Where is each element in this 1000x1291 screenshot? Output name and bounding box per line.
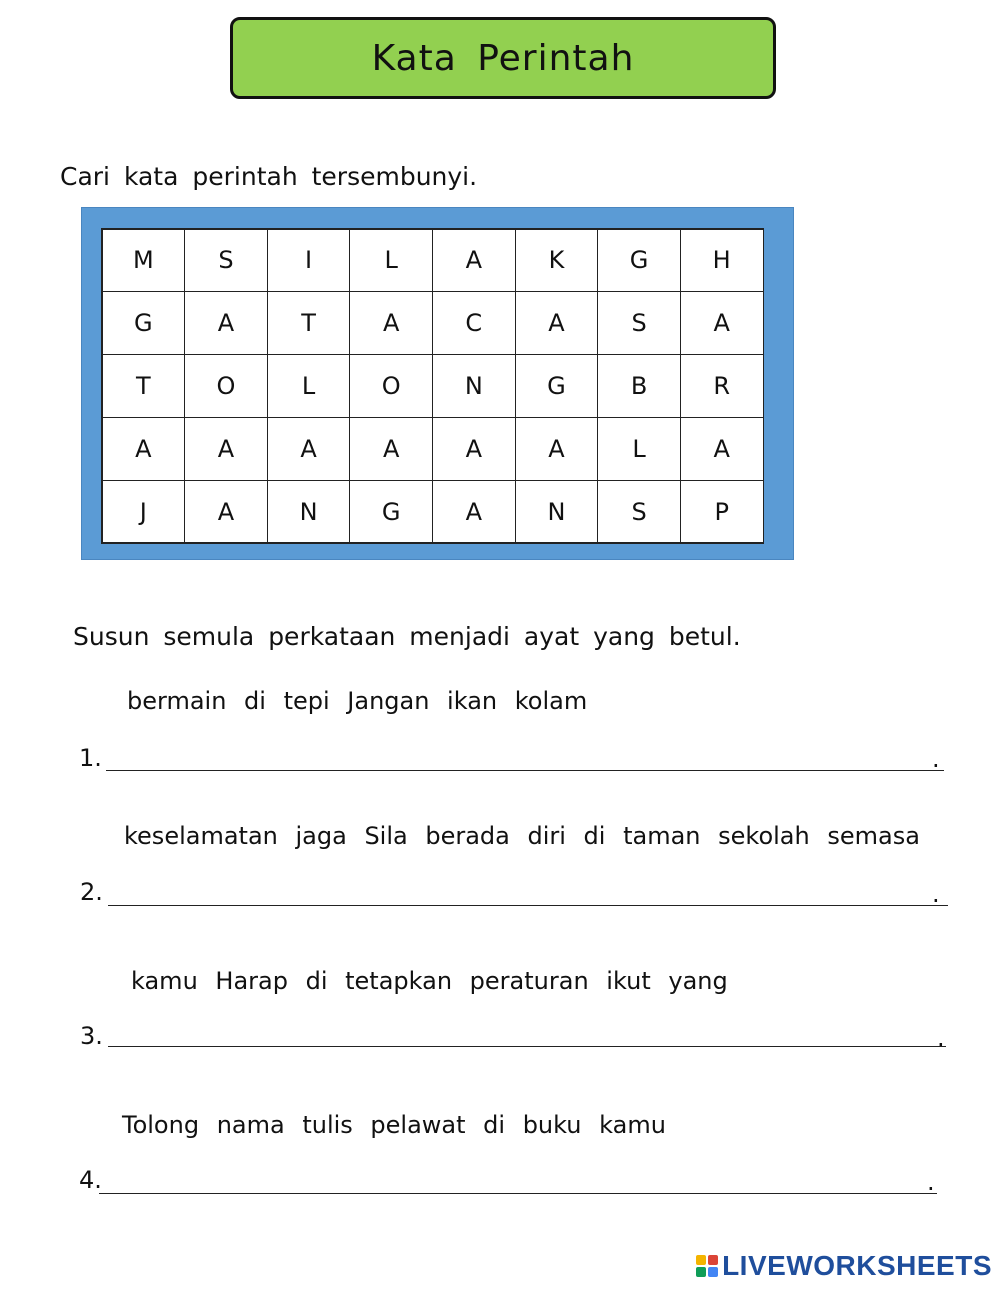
- grid-cell[interactable]: O: [349, 354, 433, 418]
- question-1-period: .: [932, 745, 940, 773]
- logo-square: [696, 1255, 706, 1265]
- grid-cell[interactable]: L: [267, 354, 351, 418]
- question-1-words: bermain di tepi Jangan ikan kolam: [127, 687, 588, 715]
- liveworksheets-logo: [696, 1250, 992, 1282]
- question-3-words: kamu Harap di tetapkan peraturan ikut yang: [131, 967, 728, 995]
- question-3-number: 3.: [80, 1022, 103, 1050]
- logo-square: [708, 1255, 718, 1265]
- grid-cell[interactable]: N: [267, 480, 351, 544]
- grid-cell[interactable]: A: [680, 417, 764, 481]
- grid-cell[interactable]: A: [432, 229, 516, 293]
- grid-cell[interactable]: A: [184, 417, 268, 481]
- question-4-words: Tolong nama tulis pelawat di buku kamu: [122, 1111, 666, 1139]
- grid-cell[interactable]: T: [102, 354, 186, 418]
- grid-cell[interactable]: N: [432, 354, 516, 418]
- grid-cell[interactable]: G: [597, 229, 681, 293]
- grid-cell[interactable]: A: [267, 417, 351, 481]
- title-banner: [230, 17, 776, 99]
- grid-cell[interactable]: A: [102, 417, 186, 481]
- liveworksheets-logo-icon: [696, 1255, 718, 1277]
- grid-cell[interactable]: S: [184, 229, 268, 293]
- grid-cell[interactable]: P: [680, 480, 764, 544]
- grid-cell[interactable]: S: [597, 291, 681, 355]
- question-2-period: .: [932, 880, 940, 908]
- search-instruction: Cari kata perintah tersembunyi.: [60, 162, 478, 191]
- grid-cell[interactable]: A: [432, 417, 516, 481]
- grid-cell[interactable]: G: [349, 480, 433, 544]
- grid-cell[interactable]: A: [349, 291, 433, 355]
- grid-cell[interactable]: M: [102, 229, 186, 293]
- grid-cell[interactable]: A: [680, 291, 764, 355]
- question-1-answer-line[interactable]: [106, 770, 944, 771]
- grid-cell[interactable]: I: [267, 229, 351, 293]
- grid-cell[interactable]: A: [349, 417, 433, 481]
- page-title: Kata Perintah: [371, 37, 635, 79]
- logo-square: [708, 1267, 718, 1277]
- grid-cell[interactable]: S: [597, 480, 681, 544]
- grid-cell[interactable]: K: [515, 229, 599, 293]
- grid-cell[interactable]: N: [515, 480, 599, 544]
- question-4-number: 4.: [79, 1166, 102, 1194]
- grid-cell[interactable]: G: [102, 291, 186, 355]
- brand-name: LIVEWORKSHEETS: [722, 1250, 992, 1281]
- question-3-answer-line[interactable]: [108, 1046, 946, 1047]
- logo-square: [696, 1267, 706, 1277]
- grid-cell[interactable]: A: [515, 417, 599, 481]
- grid-cell[interactable]: R: [680, 354, 764, 418]
- rearrange-instruction: Susun semula perkataan menjadi ayat yang betul.: [73, 622, 741, 651]
- grid-cell[interactable]: A: [184, 480, 268, 544]
- question-4-period: .: [927, 1168, 935, 1196]
- grid-cell[interactable]: A: [432, 480, 516, 544]
- grid-cell[interactable]: J: [102, 480, 186, 544]
- word-search-grid: [101, 228, 764, 544]
- question-1-number: 1.: [79, 744, 102, 772]
- question-2-answer-line[interactable]: [108, 905, 948, 906]
- question-2-words: keselamatan jaga Sila berada diri di taman sekolah semasa: [124, 822, 920, 850]
- grid-cell[interactable]: B: [597, 354, 681, 418]
- question-2-number: 2.: [80, 878, 103, 906]
- grid-cell[interactable]: T: [267, 291, 351, 355]
- question-3-period: .: [937, 1024, 945, 1052]
- grid-cell[interactable]: C: [432, 291, 516, 355]
- grid-cell[interactable]: A: [184, 291, 268, 355]
- grid-cell[interactable]: L: [597, 417, 681, 481]
- grid-cell[interactable]: G: [515, 354, 599, 418]
- grid-cell[interactable]: O: [184, 354, 268, 418]
- grid-cell[interactable]: H: [680, 229, 764, 293]
- grid-cell[interactable]: A: [515, 291, 599, 355]
- question-4-answer-line[interactable]: [99, 1193, 937, 1194]
- grid-cell[interactable]: L: [349, 229, 433, 293]
